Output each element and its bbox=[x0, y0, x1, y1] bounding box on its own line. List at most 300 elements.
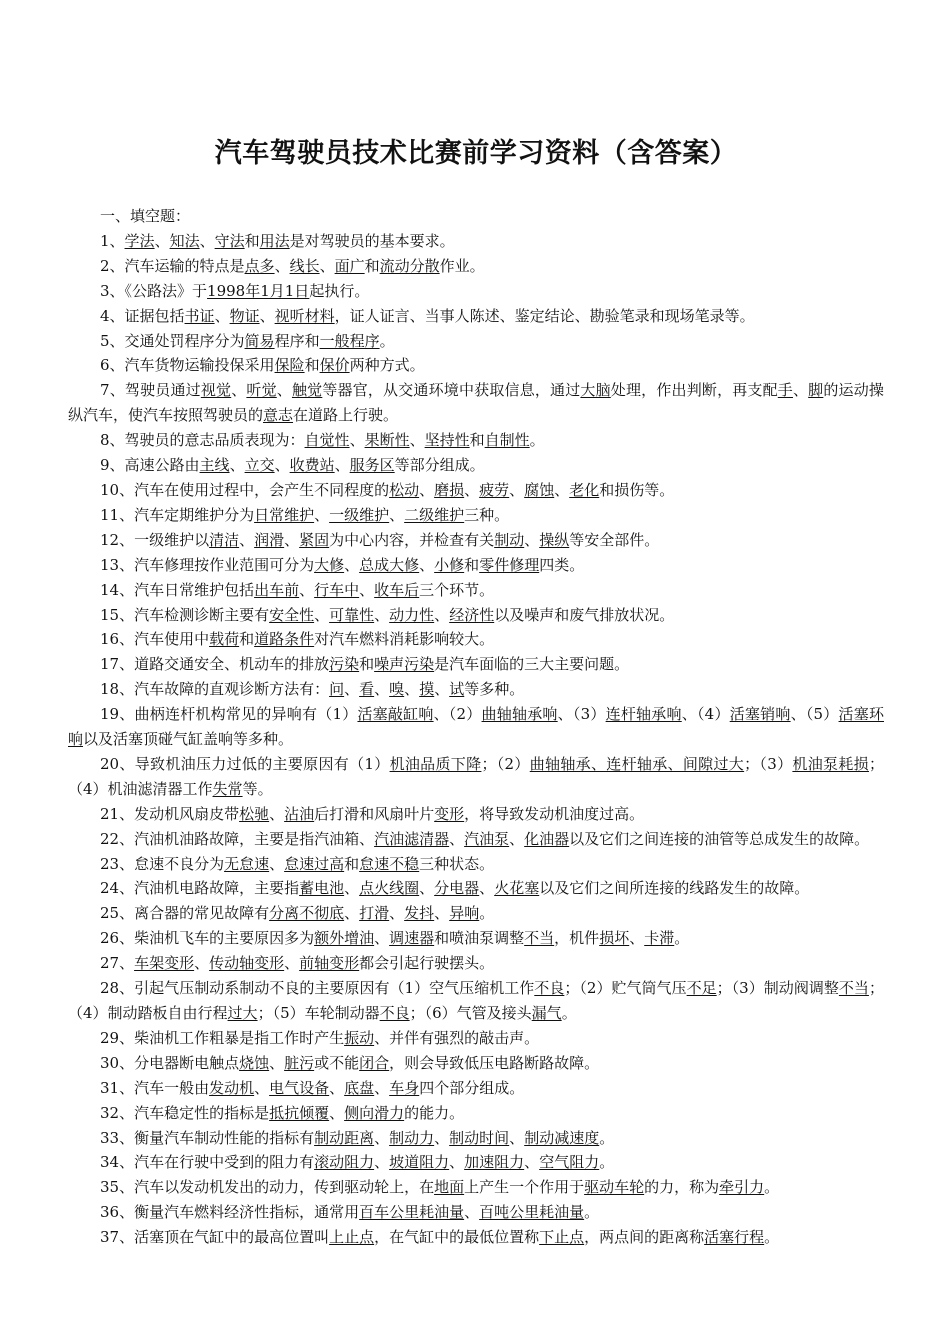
answer-blank: 活塞敲缸响 bbox=[357, 705, 434, 724]
answer-blank: 上止点 bbox=[329, 1228, 375, 1247]
question-text: 19、曲柄连杆机构常见的异响有（1） bbox=[100, 705, 358, 724]
answer-blank: 电气设备 bbox=[269, 1078, 330, 1097]
question-item bbox=[68, 528, 884, 553]
answer-blank: 蓄电池 bbox=[299, 879, 345, 898]
answer-blank: 自制性 bbox=[484, 431, 530, 450]
answer-blank: 机油品质下降 bbox=[389, 754, 482, 773]
answer-blank: 汽油泵 bbox=[464, 829, 510, 848]
answer-blank: 坡道阻力 bbox=[389, 1153, 450, 1172]
question-text: 、 bbox=[419, 879, 435, 898]
question-text: 、并伴有强烈的敲击声。 bbox=[374, 1028, 540, 1047]
section-heading: 一、填空题： bbox=[100, 207, 191, 225]
answer-blank: 曲轴轴承、连杆轴承、间隙过大 bbox=[529, 754, 745, 773]
question-text: 、 bbox=[524, 530, 540, 549]
answer-blank: 日常维护 bbox=[254, 505, 315, 524]
answer-blank: 知法 bbox=[169, 231, 200, 250]
answer-blank: 不当 bbox=[838, 979, 869, 998]
answer-blank: 立交 bbox=[244, 456, 275, 475]
answer-blank: 不良 bbox=[379, 1004, 410, 1022]
question-item bbox=[68, 976, 884, 1026]
answer-blank: 零件修理 bbox=[479, 555, 540, 574]
question-item bbox=[68, 802, 884, 827]
answer-blank: 操纵 bbox=[539, 530, 570, 549]
question-text: 等器官，从交通环境中获取信息，通过 bbox=[322, 381, 581, 400]
question-text: 的能力。 bbox=[404, 1103, 465, 1122]
answer-blank: 车架变形 bbox=[134, 954, 195, 973]
question-text: 、 bbox=[374, 680, 390, 699]
question-text: 、 bbox=[509, 480, 525, 499]
question-text: 12、一级维护以 bbox=[100, 530, 210, 549]
question-text: 24、汽油机电路故障，主要指 bbox=[100, 879, 300, 898]
question-text: ，将导致发动机油度过高。 bbox=[464, 804, 645, 823]
answer-blank: 侧向滑力 bbox=[344, 1103, 405, 1122]
question-item bbox=[68, 926, 884, 951]
question-text: 、 bbox=[194, 954, 210, 973]
answer-blank: 打滑 bbox=[359, 904, 390, 923]
question-text: 、 bbox=[374, 605, 390, 624]
question-text: 、 bbox=[284, 954, 300, 973]
answer-blank: 活塞销响 bbox=[729, 705, 791, 724]
question-text: 、 bbox=[434, 680, 450, 699]
question-text: 、 bbox=[269, 854, 285, 873]
answer-blank: 保价 bbox=[319, 356, 350, 375]
question-text: 和 bbox=[244, 231, 260, 250]
question-text: 和损伤等。 bbox=[599, 480, 675, 499]
answer-blank: 百车公里耗油量 bbox=[359, 1203, 465, 1222]
question-item bbox=[68, 852, 884, 877]
question-text: ，机件 bbox=[554, 929, 600, 948]
answer-blank: 疲劳 bbox=[479, 480, 510, 499]
question-text: 9、高速公路由 bbox=[100, 456, 200, 475]
question-text: 35、汽车以发动机发出的动力，传到驱动轮上，在 bbox=[100, 1178, 435, 1197]
question-text: 、 bbox=[434, 1128, 450, 1147]
question-text: 四类。 bbox=[539, 555, 585, 574]
question-text: 和 bbox=[364, 256, 380, 275]
question-text: 、 bbox=[479, 879, 495, 898]
question-text: ，则会导致低压电路断路故障。 bbox=[389, 1053, 600, 1072]
question-text: 、 bbox=[314, 605, 330, 624]
answer-blank: 物证 bbox=[229, 306, 260, 325]
answer-blank: 活塞行程 bbox=[704, 1228, 765, 1247]
question-text: 、 bbox=[374, 1128, 390, 1147]
answer-blank: 清洁 bbox=[209, 530, 240, 549]
question-text: 32、汽车稳定性的指标是 bbox=[100, 1103, 270, 1122]
question-text: 三种。 bbox=[464, 505, 510, 524]
question-item bbox=[68, 827, 884, 852]
question-text: 、 bbox=[344, 555, 360, 574]
question-item bbox=[68, 378, 884, 428]
question-text: 、 bbox=[509, 829, 525, 848]
question-text: 、 bbox=[239, 530, 255, 549]
question-item bbox=[68, 1051, 884, 1076]
question-text: 、 bbox=[269, 804, 285, 823]
answer-blank: 传动轴变形 bbox=[209, 954, 285, 973]
question-item bbox=[68, 1076, 884, 1101]
question-text: 、 bbox=[154, 231, 170, 250]
answer-blank: 小修 bbox=[434, 555, 465, 574]
answer-blank: 线长 bbox=[289, 256, 320, 275]
question-item bbox=[68, 453, 884, 478]
answer-blank: 车身 bbox=[389, 1078, 420, 1097]
answer-blank: 底盘 bbox=[344, 1078, 375, 1097]
question-text: 、 bbox=[629, 929, 645, 948]
page-title: 汽车驾驶员技术比赛前学习资料（含答案） bbox=[214, 138, 738, 169]
question-text: 处理，作出判断，再支配 bbox=[610, 381, 778, 400]
question-item bbox=[68, 901, 884, 926]
question-item bbox=[68, 876, 884, 901]
question-text: 26、柴油机飞车的主要原因多为 bbox=[100, 929, 315, 948]
question-text: 2、汽车运输的特点是 bbox=[100, 256, 245, 275]
question-text: 以及噪声和废气排放状况。 bbox=[494, 605, 675, 624]
answer-blank: 视觉 bbox=[200, 381, 232, 400]
answer-blank: 摸 bbox=[419, 680, 435, 699]
question-text: 3、《公路法》于 bbox=[100, 281, 208, 300]
question-text: 、 bbox=[329, 1103, 345, 1122]
question-item bbox=[68, 428, 884, 453]
question-item bbox=[68, 353, 884, 378]
question-text: 、 bbox=[334, 456, 350, 475]
answer-blank: 抵抗倾覆 bbox=[269, 1103, 330, 1122]
question-text: 和 bbox=[239, 630, 255, 649]
question-text: 、 bbox=[344, 680, 360, 699]
question-item bbox=[68, 1101, 884, 1126]
question-text: 1、 bbox=[100, 231, 125, 250]
question-text: 、 bbox=[464, 1203, 480, 1222]
answer-blank: 二级维护 bbox=[404, 505, 465, 524]
question-text: 以及它们之间所连接的线路发生的故障。 bbox=[539, 879, 810, 898]
question-text: 22、汽油机油路故障，主要是指汽油箱、 bbox=[100, 829, 375, 848]
question-text: 、 bbox=[344, 904, 360, 923]
answer-blank: 烧蚀 bbox=[239, 1053, 270, 1072]
question-text: ；（4）制动踏板自由行程 bbox=[68, 979, 884, 1022]
question-text: 的运动操纵汽车，使汽车按照驾驶员的 bbox=[68, 381, 884, 425]
answer-blank: 过大 bbox=[227, 1004, 258, 1022]
question-text: 、 bbox=[409, 431, 425, 450]
answer-blank: 听觉 bbox=[246, 381, 277, 400]
answer-blank: 活塞环响 bbox=[68, 705, 884, 749]
answer-blank: 分电器 bbox=[434, 879, 480, 898]
question-text: 、 bbox=[274, 256, 290, 275]
question-item bbox=[68, 503, 884, 528]
answer-blank: 百吨公里耗油量 bbox=[479, 1203, 585, 1222]
answer-blank: 安全性 bbox=[269, 605, 315, 624]
question-text: 、 bbox=[509, 1128, 525, 1147]
question-text: 、 bbox=[464, 480, 480, 499]
question-text: 等部分组成。 bbox=[394, 456, 485, 475]
answer-blank: 试 bbox=[449, 680, 465, 699]
question-text: 37、活塞顶在气缸中的最高位置叫 bbox=[100, 1228, 330, 1247]
question-item bbox=[68, 702, 884, 752]
answer-blank: 异响 bbox=[449, 904, 480, 923]
answer-blank: 不当 bbox=[524, 929, 555, 948]
answer-blank: 污染 bbox=[329, 655, 360, 674]
answer-blank: 脏污 bbox=[284, 1053, 315, 1072]
question-item bbox=[68, 279, 884, 304]
answer-blank: 流动分散 bbox=[379, 256, 440, 275]
question-text: 作业。 bbox=[439, 256, 485, 275]
question-item bbox=[68, 254, 884, 279]
question-item bbox=[68, 578, 884, 603]
question-text: 、 bbox=[374, 1153, 390, 1172]
answer-blank: 卡滞 bbox=[644, 929, 675, 948]
question-text: 、 bbox=[259, 306, 275, 325]
question-text: 15、汽车检测诊断主要有 bbox=[100, 605, 270, 624]
question-text: 和 bbox=[344, 854, 360, 873]
question-item bbox=[68, 1175, 884, 1200]
answer-blank: 大修 bbox=[314, 555, 345, 574]
answer-blank: 不足 bbox=[686, 979, 717, 998]
question-text: 等。 bbox=[242, 779, 273, 798]
answer-blank: 经济性 bbox=[449, 605, 495, 624]
question-text: 、（2） bbox=[433, 705, 482, 724]
answer-blank: 怠速不稳 bbox=[359, 854, 420, 873]
question-text: 等安全部件。 bbox=[569, 530, 660, 549]
answer-blank: 收车后 bbox=[374, 580, 420, 599]
question-text: 、 bbox=[389, 505, 405, 524]
question-item bbox=[68, 1150, 884, 1175]
answer-blank: 制动距离 bbox=[314, 1128, 375, 1147]
question-item bbox=[68, 478, 884, 503]
question-item bbox=[68, 553, 884, 578]
question-item bbox=[68, 951, 884, 976]
answer-blank: 闭合 bbox=[359, 1053, 390, 1072]
question-text: 和 bbox=[359, 655, 375, 674]
question-text: 的力，称为 bbox=[644, 1178, 720, 1197]
answer-blank: 紧固 bbox=[299, 530, 330, 549]
question-text: 等多种。 bbox=[464, 680, 525, 699]
question-item bbox=[68, 752, 884, 802]
answer-blank: 制动时间 bbox=[449, 1128, 510, 1147]
question-text: 17、道路交通安全、机动车的排放 bbox=[100, 655, 330, 674]
answer-blank: 用法 bbox=[259, 231, 290, 250]
question-text: 四个部分组成。 bbox=[419, 1078, 525, 1097]
answer-blank: 制动 bbox=[494, 530, 525, 549]
question-text: ；（3） bbox=[744, 754, 793, 773]
answer-blank: 额外增油 bbox=[314, 929, 375, 948]
answer-blank: 加速阻力 bbox=[464, 1153, 525, 1172]
question-text: 、（5） bbox=[790, 705, 839, 724]
answer-blank: 制动力 bbox=[389, 1128, 435, 1147]
answer-blank: 载荷 bbox=[209, 630, 240, 649]
question-item bbox=[68, 627, 884, 652]
question-text: 三个环节。 bbox=[419, 580, 495, 599]
question-text: 30、分电器断电触点 bbox=[100, 1053, 240, 1072]
question-text: 三种状态。 bbox=[419, 854, 495, 873]
question-text: 、 bbox=[389, 904, 405, 923]
question-text: 、 bbox=[434, 904, 450, 923]
question-text: 18、汽车故障的直观诊断方法有： bbox=[100, 680, 330, 699]
question-text: 对汽车燃料消耗影响较大。 bbox=[314, 630, 495, 649]
answer-blank: 一级维护 bbox=[329, 505, 390, 524]
question-text: 、 bbox=[434, 605, 450, 624]
question-text: 、 bbox=[214, 306, 230, 325]
answer-blank: 大脑 bbox=[580, 381, 611, 400]
answer-blank: 地面 bbox=[434, 1178, 465, 1197]
question-text: 在道路上行驶。 bbox=[293, 406, 399, 425]
answer-blank: 机油泵耗损 bbox=[792, 754, 869, 773]
answer-blank: 磨损 bbox=[434, 480, 465, 499]
question-text: 16、汽车使用中 bbox=[100, 630, 210, 649]
answer-blank: 滚动阻力 bbox=[314, 1153, 375, 1172]
answer-blank: 漏气 bbox=[531, 1004, 562, 1022]
question-text: ；（6）气管及接头 bbox=[409, 1004, 532, 1022]
answer-blank: 道路条件 bbox=[254, 630, 315, 649]
question-text: 、 bbox=[419, 480, 435, 499]
question-text: 29、柴油机工作粗暴是指工作时产生 bbox=[100, 1028, 345, 1047]
answer-blank: 牵引力 bbox=[719, 1178, 765, 1197]
question-text: 、 bbox=[314, 505, 330, 524]
question-item bbox=[68, 304, 884, 329]
question-text: 起执行。 bbox=[309, 281, 370, 300]
question-item bbox=[68, 652, 884, 677]
question-text: ，两点间的距离称 bbox=[584, 1228, 705, 1247]
answer-blank: 调速器 bbox=[389, 929, 435, 948]
question-item bbox=[68, 603, 884, 628]
answer-blank: 腐蚀 bbox=[524, 480, 555, 499]
answer-blank: 无怠速 bbox=[224, 854, 270, 873]
question-text: 7、驾驶员通过 bbox=[100, 381, 201, 400]
question-item bbox=[68, 1200, 884, 1225]
answer-blank: 面广 bbox=[334, 256, 365, 275]
question-text: 、 bbox=[254, 1078, 270, 1097]
answer-blank: 松动 bbox=[389, 480, 420, 499]
question-text: 两种方式。 bbox=[349, 356, 425, 375]
question-text: 以及它们之间连接的油管等总成发生的故障。 bbox=[569, 829, 870, 848]
answer-blank: 动力性 bbox=[389, 605, 435, 624]
answer-blank: 可靠性 bbox=[329, 605, 375, 624]
answer-blank: 老化 bbox=[569, 480, 600, 499]
question-text: ；（2） bbox=[481, 754, 530, 773]
answer-blank: 守法 bbox=[214, 231, 245, 250]
question-text: 、 bbox=[229, 456, 245, 475]
question-text: 23、怠速不良分为 bbox=[100, 854, 225, 873]
question-text: 上产生一个作用于 bbox=[464, 1178, 585, 1197]
question-text: 。 bbox=[764, 1178, 780, 1197]
answer-blank: 服务区 bbox=[349, 456, 395, 475]
question-item bbox=[68, 677, 884, 702]
question-text: 33、衡量汽车制动性能的指标有 bbox=[100, 1128, 315, 1147]
question-text: 。 bbox=[674, 929, 690, 948]
question-text: 是汽车面临的三大主要问题。 bbox=[434, 655, 630, 674]
answer-blank: 简易 bbox=[244, 331, 275, 350]
question-text: 20、导致机油压力过低的主要原因有（1） bbox=[100, 754, 390, 773]
answer-blank: 空气阻力 bbox=[539, 1153, 600, 1172]
answer-blank: 视听材料 bbox=[274, 306, 335, 325]
question-text: 6、汽车货物运输投保采用 bbox=[100, 356, 275, 375]
question-text: 11、汽车定期维护分为 bbox=[100, 505, 255, 524]
question-text: ，在气缸中的最低位置称 bbox=[374, 1228, 540, 1247]
answer-blank: 噪声污染 bbox=[374, 655, 435, 674]
answer-blank: 一般程序 bbox=[319, 331, 380, 350]
question-text: 31、汽车一般由 bbox=[100, 1078, 210, 1097]
answer-blank: 分离不彻底 bbox=[269, 904, 345, 923]
question-text: 。 bbox=[599, 1153, 615, 1172]
answer-blank: 点多 bbox=[244, 256, 275, 275]
question-text: 是对驾驶员的基本要求。 bbox=[289, 231, 455, 250]
question-text: 。 bbox=[764, 1228, 780, 1247]
answer-blank: 怠速过高 bbox=[284, 854, 345, 873]
answer-blank: 火花塞 bbox=[494, 879, 540, 898]
answer-blank: 振动 bbox=[344, 1028, 375, 1047]
question-text: ；（3）制动阀调整 bbox=[716, 979, 839, 998]
question-text: 13、汽车修理按作业范围可分为 bbox=[100, 555, 315, 574]
question-text: 、 bbox=[276, 381, 292, 400]
answer-blank: 自觉性 bbox=[304, 431, 350, 450]
question-text: 、 bbox=[374, 929, 390, 948]
answer-blank: 看 bbox=[359, 680, 375, 699]
question-text: 14、汽车日常维护包括 bbox=[100, 580, 255, 599]
question-text: 、 bbox=[231, 381, 247, 400]
question-text: 。 bbox=[599, 1128, 615, 1147]
question-text: 、 bbox=[349, 431, 365, 450]
question-text: 25、离合器的常见故障有 bbox=[100, 904, 270, 923]
answer-blank: 坚持性 bbox=[424, 431, 470, 450]
question-text: 。 bbox=[561, 1004, 577, 1022]
question-text: 5、交通处罚程序分为 bbox=[100, 331, 245, 350]
question-text: 8、驾驶员的意志品质表现为： bbox=[100, 431, 305, 450]
question-text: 、（3） bbox=[557, 705, 606, 724]
question-text: 。 bbox=[529, 431, 545, 450]
answer-blank: 发抖 bbox=[404, 904, 435, 923]
question-text: ；（5）车轮制动器 bbox=[257, 1004, 380, 1022]
question-list bbox=[68, 229, 884, 1250]
question-text: 。 bbox=[379, 331, 395, 350]
question-text: 34、汽车在行驶中受到的阻力有 bbox=[100, 1153, 315, 1172]
answer-blank: 汽油滤清器 bbox=[374, 829, 450, 848]
answer-blank: 1998年1月1日 bbox=[207, 281, 310, 300]
answer-blank: 点火线圈 bbox=[359, 879, 420, 898]
question-text: 、 bbox=[792, 381, 809, 400]
question-text: 、 bbox=[359, 580, 375, 599]
question-text: 36、衡量汽车燃料经济性指标，通常用 bbox=[100, 1203, 360, 1222]
question-text: 为中心内容，并检查有关 bbox=[329, 530, 495, 549]
question-text: 10、汽车在使用过程中，会产生不同程度的 bbox=[100, 480, 390, 499]
question-text: 、 bbox=[284, 530, 300, 549]
answer-blank: 制动减速度 bbox=[524, 1128, 600, 1147]
question-text: 。 bbox=[479, 904, 495, 923]
question-text: 28、引起气压制动系制动不良的主要原因有（1）空气压缩机工作 bbox=[100, 979, 535, 998]
question-item bbox=[68, 1026, 884, 1051]
question-text: 以及活塞顶碰气缸盖响等多种。 bbox=[83, 730, 294, 749]
question-item bbox=[68, 329, 884, 354]
question-text: ；（2）贮气筒气压 bbox=[564, 979, 687, 998]
answer-blank: 总成大修 bbox=[359, 555, 420, 574]
question-text: 、 bbox=[554, 480, 570, 499]
question-text: 或不能 bbox=[314, 1053, 360, 1072]
question-item bbox=[68, 229, 884, 254]
question-text: 、 bbox=[419, 555, 435, 574]
question-text: 和 bbox=[464, 555, 480, 574]
question-text: ，证人证言、当事人陈述、鉴定结论、勘验笔录和现场笔录等。 bbox=[334, 306, 755, 325]
question-text: 、 bbox=[269, 1053, 285, 1072]
question-text: 和喷油泵调整 bbox=[434, 929, 525, 948]
answer-blank: 脚 bbox=[808, 381, 824, 400]
question-text: 21、发动机风扇皮带 bbox=[100, 804, 240, 823]
question-text: 、 bbox=[449, 1153, 465, 1172]
answer-blank: 果断性 bbox=[364, 431, 410, 450]
answer-blank: 学法 bbox=[124, 231, 155, 250]
answer-blank: 保险 bbox=[274, 356, 305, 375]
answer-blank: 发动机 bbox=[209, 1078, 255, 1097]
answer-blank: 曲轴轴承响 bbox=[481, 705, 558, 724]
question-text: 、 bbox=[374, 1078, 390, 1097]
answer-blank: 松驰 bbox=[239, 804, 270, 823]
answer-blank: 不良 bbox=[534, 979, 565, 998]
question-text: 、 bbox=[199, 231, 215, 250]
answer-blank: 手 bbox=[777, 381, 793, 400]
question-text: 、 bbox=[524, 1153, 540, 1172]
question-text: 程序和 bbox=[274, 331, 320, 350]
